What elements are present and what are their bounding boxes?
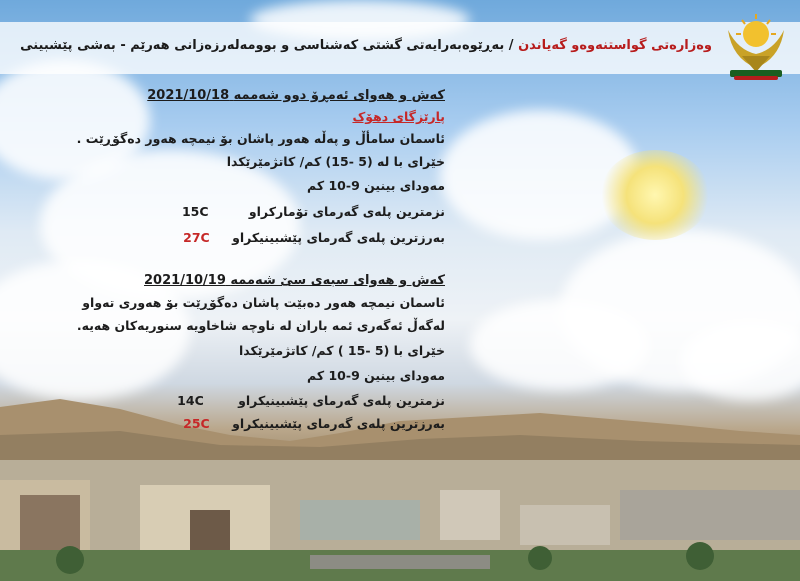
min-temp-row [182,204,445,219]
max-temp-value: 27C [183,230,210,245]
city-skyline [0,460,800,581]
min-temp-value: 14C [177,393,204,408]
forecast-location: پارێزگای دهۆک [352,109,445,124]
forecast-line: خێرای با لە (5 -15) کم/ کاتژمێرێکدا [226,154,445,169]
min-temp-row [177,393,445,408]
max-temp-label: بەرزترین پلەی گەرمای پێشبینیکراو [232,230,445,245]
sun [600,150,710,240]
ministry-name: وەزارەتی گواستنەوەو گەیاندن [518,38,712,53]
forecast-day-label: کەش و هەوای ئەمڕۆ دوو شەممە [233,88,445,103]
max-temp-row [183,416,445,431]
header-separator: / [508,38,514,53]
header-title [20,38,712,53]
department-name: بەڕێوەبەرایەتی گشتی کەشناسی و بوومەلەرزەزانی هەرێم - بەشی پێشبینی [20,38,505,53]
min-temp-value: 15C [181,204,209,219]
forecast-tomorrow [15,273,445,443]
forecast-date: 2021/10/18 [147,88,230,103]
forecast-line: ئاسمان نیمچە هەور دەبێت پاشان دەگۆڕێت بۆ هەوری تەواو [82,295,445,310]
max-temp-value: 25C [183,416,210,431]
min-temp-label: نزمترین پلەی گەرمای پێشبینیکراو [238,393,445,408]
forecast-title [144,273,445,288]
forecast-line: مەودای بینین 9-10 کم [307,368,445,383]
kurdistan-emblem-icon [720,10,792,84]
forecast-date: 2021/10/19 [144,273,226,288]
max-temp-row [183,230,445,245]
forecast-line: مەودای بینین 9-10 کم [307,178,445,193]
min-temp-label: نزمترین پلەی گەرمای تۆمارکراو [248,204,445,219]
forecast-line: لەگەڵ ئەگەری ئمە باران لە ناوچە شاخاویە سنوریەکان هەیە. [76,318,445,333]
forecast-today [15,88,445,258]
forecast-line: ئاسمان سامأڵ و پەڵە هەور پاشان بۆ نیمچە هەور دەگۆڕێت . [76,131,445,146]
forecast-day-label: کەش و هەوای سبەی سێ شەممە [230,273,445,288]
forecast-title [147,88,445,103]
forecast-line: خێرای با (5 -15 ) کم/ کاتژمێرێکدا [238,343,445,358]
max-temp-label: بەرزترین پلەی گەرمای پێشبینیکراو [232,416,445,431]
